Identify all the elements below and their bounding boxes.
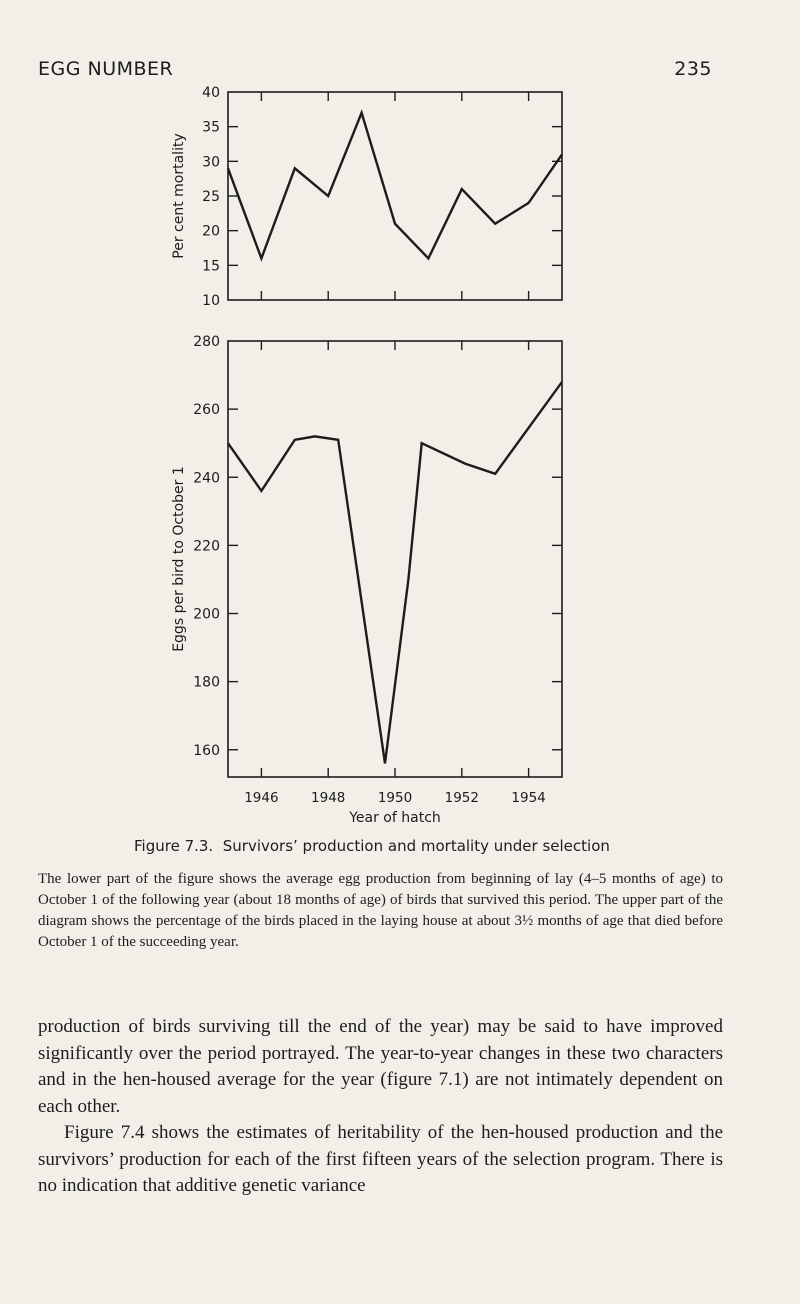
y-tick-label: 160 bbox=[193, 742, 220, 759]
figure-caption-title bbox=[134, 837, 734, 855]
body-paragraph-2: Figure 7.4 shows the estimates of heritability of the hen-housed production and the survivors’ production for each of the first fifteen years of the selection program. There is no indication that additive genetic variance bbox=[38, 1122, 723, 1196]
figure-label: Figure 7.3. bbox=[134, 837, 214, 855]
x-tick-label: 1954 bbox=[511, 790, 546, 806]
body-text bbox=[38, 1014, 723, 1200]
body-paragraph-1: production of birds surviving till the end of the year) may be said to have improved significantly over the period portrayed. The year-to-year changes in these two characters and in the hen-housed average for the year (figure 7.1) are not intimately dependent on each other. bbox=[38, 1016, 723, 1117]
data-line-upper bbox=[228, 113, 562, 259]
y-tick-label: 280 bbox=[193, 334, 220, 350]
figure-description: The lower part of the figure shows the average egg production from beginning of lay (4–5 months of age) to October 1 of the following year (about 18 months of age) of birds that survived this period. The upper part of the diagram shows the percentage of the birds placed in the laying house at about 3½ months of age that died before October 1 of the succeeding year. bbox=[38, 871, 723, 950]
x-tick-label: 1950 bbox=[377, 790, 413, 806]
plot-frame-lower bbox=[228, 341, 562, 777]
y-tick-label: 240 bbox=[193, 470, 220, 487]
x-tick-label: 1952 bbox=[444, 790, 479, 806]
page-number: 235 bbox=[674, 58, 712, 80]
y-tick-label: 260 bbox=[193, 402, 220, 419]
y-tick-label: 10 bbox=[202, 293, 220, 309]
y-tick-label: 25 bbox=[202, 189, 220, 205]
mortality-chart bbox=[171, 85, 562, 309]
y-tick-label: 200 bbox=[193, 606, 220, 623]
data-line-lower bbox=[228, 382, 562, 764]
y-tick-label: 40 bbox=[202, 85, 220, 101]
x-tick-label: 1948 bbox=[311, 790, 346, 806]
y-tick-label: 15 bbox=[202, 258, 220, 275]
x-axis-label: Year of hatch bbox=[349, 810, 441, 826]
y-tick-label: 220 bbox=[193, 538, 220, 555]
y-tick-label: 180 bbox=[193, 674, 220, 691]
running-head-title: EGG NUMBER bbox=[38, 58, 174, 80]
y-tick-label: 30 bbox=[202, 154, 220, 171]
y-tick-label: 20 bbox=[202, 223, 220, 240]
y-axis-label: Eggs per bird to October 1 bbox=[171, 466, 187, 652]
y-tick-label: 35 bbox=[202, 119, 220, 136]
plot-frame-upper bbox=[228, 92, 562, 300]
y-axis-label: Per cent mortality bbox=[171, 133, 187, 259]
egg-production-chart bbox=[171, 334, 562, 826]
x-tick-label: 1946 bbox=[244, 790, 279, 806]
figure-title: Survivors’ production and mortality under selection bbox=[222, 837, 610, 855]
